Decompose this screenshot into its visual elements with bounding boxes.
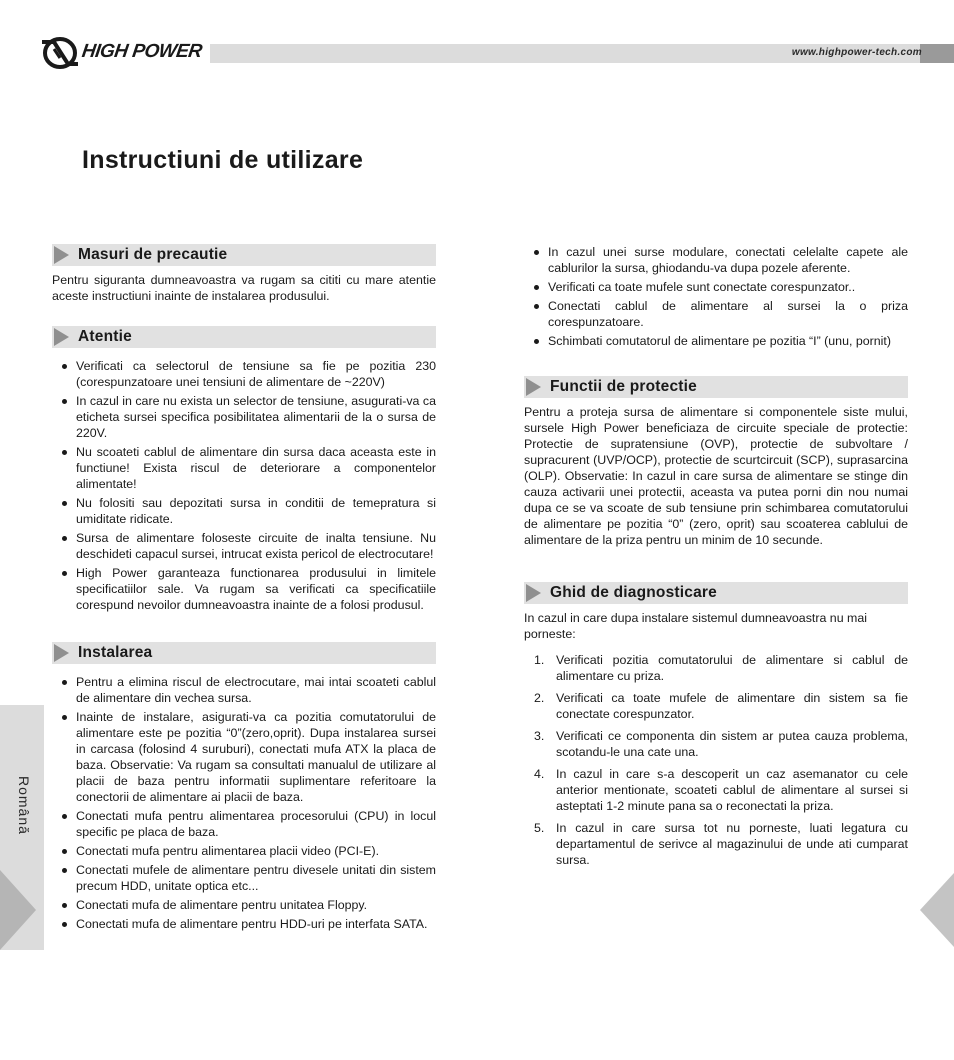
list-item: 2. Verificati ca toate mufele de alimentare din sistem sa fie conectate corespunzator. <box>534 691 908 721</box>
section-header-protection <box>524 376 908 398</box>
list-item: Verificati ca toate mufele sunt conectate corespunzator.. <box>524 279 908 295</box>
protection-text: Pentru a proteja sursa de alimentare si componentele siste mului, sursele High Power beneficiaza de circuite speciale de protectie: Protectie de supratensiune (OVP), protectie de subvoltare / supracurent (UVP/OCP), protectie de scurtcircuit (SCP), suprasarcina (OLP). Observatie: In cazul in care sursa de alimentare se stinge din cauza activarii unei protectii, aceasta va putea porni din nou numai dupa ce se va scoate de sub tensiune prin schimbarea comutatorului de alimentare pe pozitia “0” (zero, oprit) sau scoaterea cablului de alimentare de la priza pentru un minim de 10 secunde. <box>524 405 908 547</box>
list-item: Schimbati comutatorul de alimentare pe pozitia “I” (unu, pornit) <box>524 333 908 349</box>
section-arrow-icon <box>54 328 69 346</box>
page-title: Instructiuni de utilizare <box>82 146 364 174</box>
section-header-precautions <box>52 244 436 266</box>
list-item: 5. In cazul in care sursa tot nu porneste, luati legatura cu departamentul de serivce al magazinului de unde ati cumparat sursa. <box>534 821 908 867</box>
list-item: High Power garanteaza functionarea produsului in limitele specificatiilor sale. Va rugam sa verificati ca specificatiile corespund nevoilor dumneavoastra inainte de a folosi produsul. <box>52 565 436 613</box>
list-item: Conectati mufa de alimentare pentru unitatea Floppy. <box>52 897 436 913</box>
section-arrow-icon <box>526 584 541 602</box>
brand-logo <box>40 36 210 72</box>
list-item: 1. Verificati pozitia comutatorului de alimentare si cablul de alimentare cu priza. <box>534 653 908 683</box>
high-power-emblem-icon <box>40 36 80 70</box>
list-item: Inainte de instalare, asigurati-va ca pozitia comutatorului de alimentare este pe pozitia “0”(zero,oprit). Dupa instalarea sursei in carcasa (folosind 4 suruburi), conectati mufa ATX la placa de baza. Observatie: Va rugam sa consultati manualul de utilizare al placii de baza pentru informatii suplimentare referitoare la conectorii de alimentare ai placii de baza. <box>52 709 436 805</box>
section-arrow-icon <box>526 378 541 396</box>
installation-continued-list <box>524 244 908 349</box>
attention-list <box>52 358 436 613</box>
section-title: Instalarea <box>78 644 153 661</box>
section-header-attention <box>52 326 436 348</box>
section-header-installation <box>52 642 436 664</box>
list-item: In cazul in care nu exista un selector de tensiune, asugurati-va ca eticheta sursei specifica posibilitatea alimentarii de la o sursa de 220V. <box>52 393 436 441</box>
list-item: 3. Verificati ce componenta din sistem ar putea cauza problema, scotandu-le una cate una. <box>534 729 908 759</box>
section-title: Atentie <box>78 328 132 345</box>
diagnostics-intro: In cazul in care dupa instalare sistemul dumneavoastra nu mai porneste: <box>524 611 867 641</box>
list-item: Nu folositi sau depozitati sursa in conditii de temepratura si umiditate ridicate. <box>52 495 436 527</box>
list-item: Conectati mufa pentru alimentarea placii video (PCI-E). <box>52 843 436 859</box>
page-nav-left-arrow-icon <box>0 870 36 950</box>
installation-list <box>52 674 436 932</box>
section-header-diagnostics <box>524 582 908 604</box>
list-item: Pentru a elimina riscul de electrocutare, mai intai scoateti cablul de alimentare din vechea sursa. <box>52 674 436 706</box>
list-item: Nu scoateti cablul de alimentare din sursa daca aceasta este in functiune! Exista riscul de deteriorare a componentelor alimentate! <box>52 444 436 492</box>
language-label: Română <box>16 776 32 835</box>
brand-name: HIGH POWER <box>80 41 204 62</box>
list-item: Conectati mufele de alimentare pentru divesele unitati din sistem precum HDD, unitate optica etc... <box>52 862 436 894</box>
list-item: Conectati mufa pentru alimentarea procesorului (CPU) in locul specific pe placa de baza. <box>52 808 436 840</box>
section-title: Functii de protectie <box>550 378 697 395</box>
section-title: Masuri de precautie <box>78 246 228 263</box>
header-bar-accent <box>920 44 954 63</box>
section-title: Ghid de diagnosticare <box>550 584 717 601</box>
section-arrow-icon <box>54 644 69 662</box>
list-item: Sursa de alimentare foloseste circuite de inalta tensiune. Nu deschideti capacul sursei, intrucat exista pericol de electrocutare! <box>52 530 436 562</box>
list-item: Conectati cablul de alimentare al sursei la o priza corespunzatoare. <box>524 298 908 330</box>
list-item: 4. In cazul in care s-a descoperit un caz asemanator cu cele anterior mentionate, scoateti cablul de alimentare al sursei si asteptati 1-2 minute pana sa o reconectati la priza. <box>534 767 908 813</box>
left-column <box>52 244 436 935</box>
list-item: Conectati mufa de alimentare pentru HDD-uri pe interfata SATA. <box>52 916 436 932</box>
page-nav-right-arrow-icon <box>920 873 954 947</box>
diagnostics-steps <box>524 652 908 868</box>
precautions-text: Pentru siguranta dumneavoastra va rugam sa cititi cu mare atentie aceste instructiuni inainte de instalarea produsului. <box>52 273 436 303</box>
section-arrow-icon <box>54 246 69 264</box>
website-url: www.highpower-tech.com <box>791 47 922 58</box>
right-column <box>524 244 908 874</box>
list-item: Verificati ca selectorul de tensiune sa fie pe pozitia 230 (corespunzatoare unei tensiuni de alimentare de ~220V) <box>52 358 436 390</box>
list-item: In cazul unei surse modulare, conectati celelalte capete ale cablurilor la sursa, ghiodandu-va dupa pozele aferente. <box>524 244 908 276</box>
